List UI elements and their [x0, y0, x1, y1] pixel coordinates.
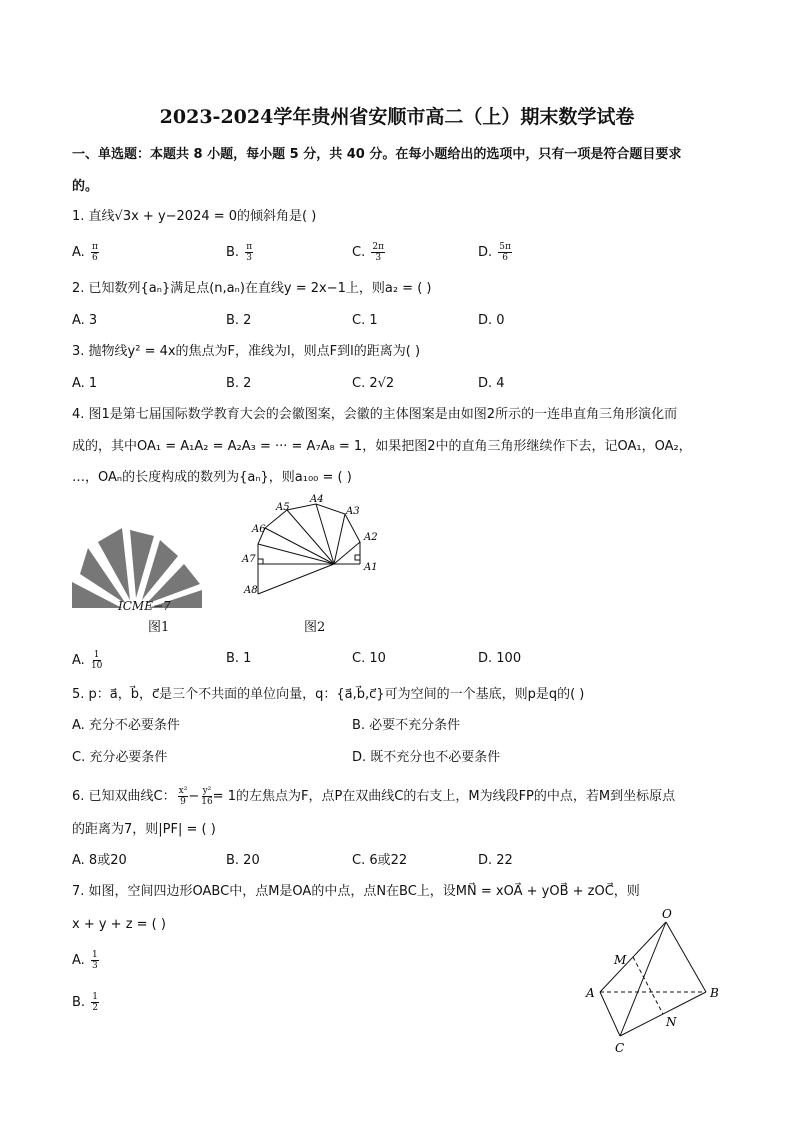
q4-line1: 4. 图1是第七届国际数学教育大会的会徽图案，会徽的主体图案是由如图2所示的一连串直角三角形演化而 [72, 407, 678, 422]
label-a7: A7 [242, 554, 256, 565]
vertex-o-label: O [662, 907, 672, 921]
q3-option-a[interactable]: A. 1 [72, 376, 98, 391]
q2-stem: 2. 已知数列{aₙ}满足点(n,aₙ)在直线y = 2x−1上，则a₂ = ( ) [72, 281, 432, 296]
q6-stem-start: 6. 已知双曲线C： [72, 789, 176, 804]
point-m-label: M [614, 953, 627, 967]
vertex-c-label: C [615, 1041, 625, 1055]
q6-stem-line1 [72, 786, 675, 807]
q4-line2: 成的，其中OA₁ = A₁A₂ = A₂A₃ = ··· = A₇A₈ = 1，如果把图2中的直角三角形继续作下去，记OA₁，OA₂， [72, 439, 692, 454]
option-label: A. [72, 653, 85, 668]
q5-option-c[interactable]: C. 充分必要条件 [72, 750, 168, 765]
q6-option-a[interactable]: A. 8或20 [72, 853, 127, 868]
exam-title: 2023-2024学年贵州省安顺市高二（上）期末数学试卷 [159, 106, 635, 128]
q4-option-b[interactable]: B. 1 [226, 651, 252, 666]
section-heading-line2: 的。 [72, 179, 99, 194]
q1-option-a[interactable] [72, 242, 99, 263]
vertex-a-label: A [586, 986, 595, 1000]
option-label: B. [226, 245, 240, 260]
q3-option-b[interactable]: B. 2 [226, 376, 252, 391]
tetrahedron-figure [580, 902, 730, 1060]
q4-option-d[interactable]: D. 100 [478, 651, 522, 666]
minus-sign: − [188, 789, 200, 804]
q4-line3: …，OAₙ的长度构成的数列为{aₙ}，则a₁₀₀ = ( ) [72, 470, 352, 485]
q3-option-d[interactable]: D. 4 [478, 376, 505, 391]
label-a5: A5 [276, 502, 290, 513]
q7-line2: x + y + z = ( ) [72, 917, 166, 932]
fraction: $\frac{\pi}{3}$ [246, 242, 253, 263]
fraction-x2-9: $\frac{\text{x²}}{9}$ [178, 786, 188, 807]
option-label: D. [478, 245, 493, 260]
q2-option-d[interactable]: D. 0 [478, 313, 505, 328]
label-a6: A6 [252, 524, 266, 535]
q7-option-b[interactable] [72, 992, 99, 1013]
q5-option-d[interactable]: D. 既不充分也不必要条件 [352, 750, 501, 765]
figure1-caption: 图1 [148, 620, 170, 635]
option-label: A. [72, 953, 85, 968]
fraction: $\frac{5\pi}{6}$ [499, 242, 511, 263]
label-a2: A2 [364, 532, 378, 543]
figure2-caption: 图2 [304, 620, 326, 635]
label-a3: A3 [346, 506, 360, 517]
fraction: $\frac{\pi}{6}$ [91, 242, 98, 263]
q5-stem: 5. p：a⃗，b⃗，c⃗是三个不共面的单位向量，q：{a⃗,b⃗,c⃗}可为空间的一个基底，则p是q的( ) [72, 687, 585, 702]
q1-option-c[interactable] [352, 242, 385, 263]
icme-logo-figure [66, 520, 208, 640]
q7-option-a[interactable] [72, 950, 99, 971]
q6-option-c[interactable]: C. 6或22 [352, 853, 408, 868]
q6-stem-rest: = 1的左焦点为F，点P在双曲线C的右支上，M为线段FP的中点，若M到坐标原点 [212, 789, 676, 804]
q1-option-b[interactable] [226, 242, 253, 263]
q4-option-c[interactable]: C. 10 [352, 651, 386, 666]
q1-stem: 1. 直线√3x + y−2024 = 0的倾斜角是( ) [72, 209, 317, 224]
fraction: $\frac{1}{2}$ [92, 992, 98, 1013]
option-label: A. [72, 245, 85, 260]
q4-option-a[interactable] [72, 650, 102, 671]
q5-option-b[interactable]: B. 必要不充分条件 [352, 718, 461, 733]
q7-line1: 7. 如图，空间四边形OABC中，点M是OA的中点，点N在BC上，设MN⃗ = xOA⃗ + yOB⃗ + zOC⃗，则 [72, 884, 640, 899]
q2-option-c[interactable]: C. 1 [352, 313, 378, 328]
fraction: $\frac{1}{10}$ [90, 650, 103, 671]
label-a8: A8 [244, 585, 258, 596]
q3-option-c[interactable]: C. 2√2 [352, 376, 395, 391]
option-label: C. [352, 245, 366, 260]
icme-logo-text: ICME−7 [118, 599, 171, 613]
right-triangle-spiral-figure [238, 490, 388, 602]
q5-option-a[interactable]: A. 充分不必要条件 [72, 718, 180, 733]
q1-option-d[interactable] [478, 242, 512, 263]
q6-option-b[interactable]: B. 20 [226, 853, 260, 868]
fraction-y2-16: $\frac{\text{y²}}{16}$ [201, 786, 213, 807]
section-heading-line1: 一、单选题：本题共 8 小题，每小题 5 分，共 40 分。在每小题给出的选项中，只有一项是符合题目要求 [72, 147, 682, 162]
point-n-label: N [666, 1015, 677, 1029]
q3-stem: 3. 抛物线y² = 4x的焦点为F，准线为l，则点F到l的距离为( ) [72, 344, 421, 359]
q6-option-d[interactable]: D. 22 [478, 853, 513, 868]
q2-option-b[interactable]: B. 2 [226, 313, 252, 328]
label-a1: A1 [364, 562, 378, 573]
fraction: $\frac{2\pi}{3}$ [372, 242, 385, 263]
q6-stem-line2: 的距离为7，则|PF| = ( ) [72, 822, 216, 837]
vertex-b-label: B [710, 986, 719, 1000]
q2-option-a[interactable]: A. 3 [72, 313, 98, 328]
fraction: $\frac{1}{3}$ [91, 950, 98, 971]
label-a4: A4 [310, 494, 324, 505]
option-label: B. [72, 995, 86, 1010]
